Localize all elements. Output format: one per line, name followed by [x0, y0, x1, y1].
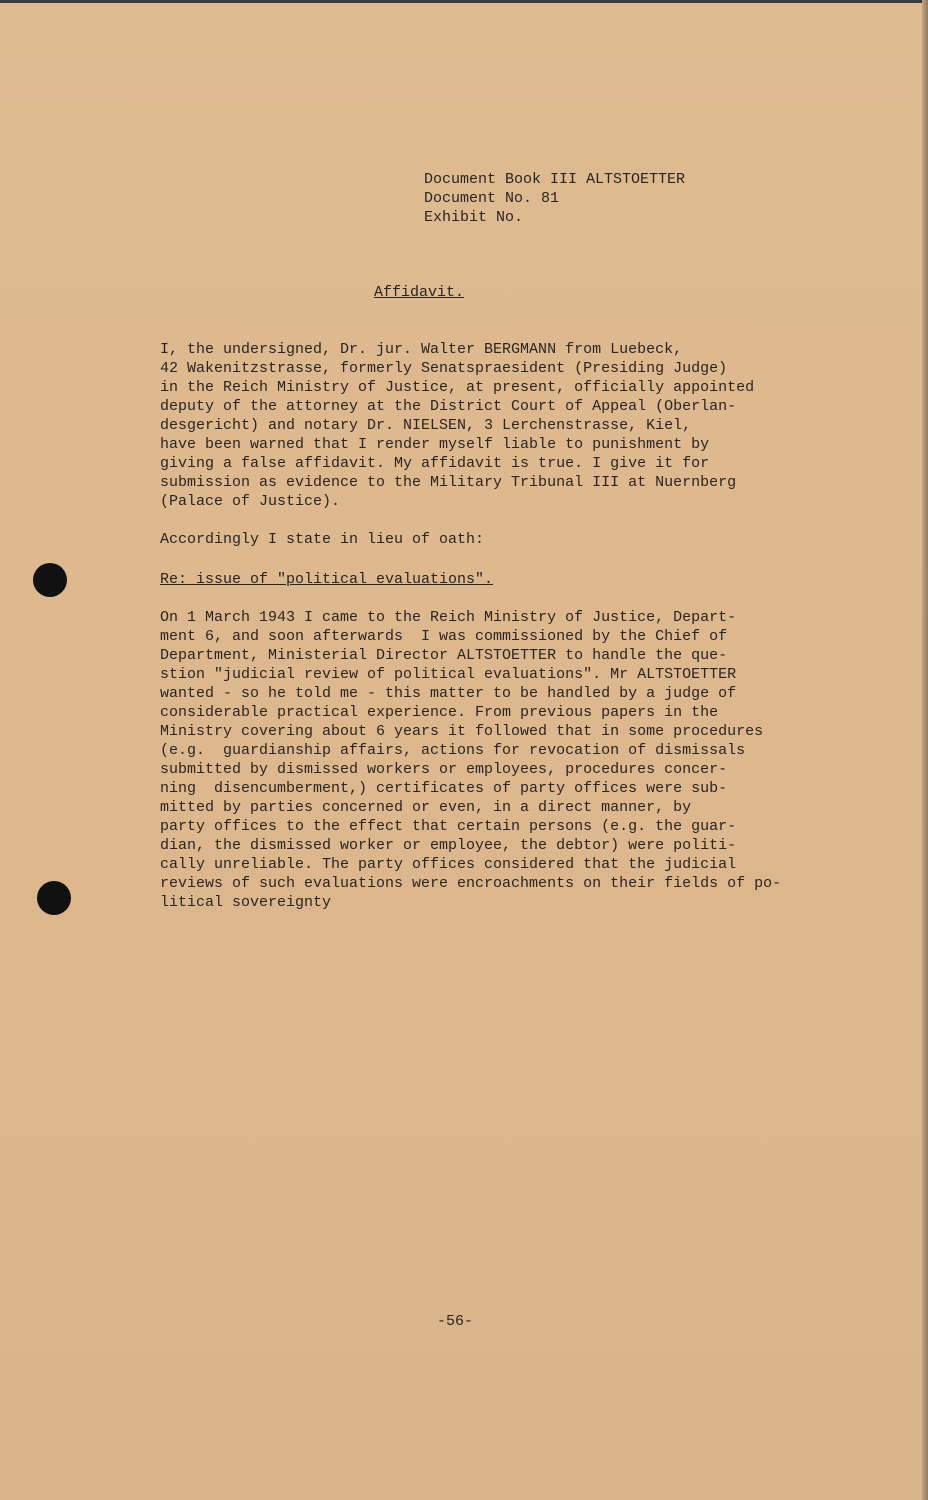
body-line: submitted by dismissed workers or employees, procedures concer-: [160, 761, 728, 778]
body-paragraph: [160, 608, 820, 912]
body-line: mitted by parties concerned or even, in a direct manner, by: [160, 799, 692, 816]
intro-line: have been warned that I render myself liable to punishment by: [160, 436, 710, 453]
punch-hole-bottom: [37, 881, 71, 915]
page-title: Affidavit.: [374, 284, 465, 301]
body-line: ning disencumberment,) certificates of party offices were sub-: [160, 780, 728, 797]
subject-line: Re: issue of "political evaluations".: [160, 571, 494, 588]
punch-hole-top: [33, 563, 67, 597]
intro-line: desgericht) and notary Dr. NIELSEN, 3 Lerchenstrasse, Kiel,: [160, 417, 692, 434]
intro-line: (Palace of Justice).: [160, 493, 341, 510]
body-line: litical sovereignty: [160, 894, 332, 911]
intro-line: submission as evidence to the Military Tribunal III at Nuernberg: [160, 474, 737, 491]
intro-line: deputy of the attorney at the District Court of Appeal (Oberlan-: [160, 398, 737, 415]
body-line: cally unreliable. The party offices considered that the judicial: [160, 856, 737, 873]
document-header: [424, 170, 685, 227]
page-top-edge: [0, 0, 928, 3]
header-book: Document Book III ALTSTOETTER: [424, 171, 686, 188]
intro-line: in the Reich Ministry of Justice, at present, officially appointed: [160, 379, 755, 396]
body-line: wanted - so he told me - this matter to be handled by a judge of: [160, 685, 737, 702]
body-line: On 1 March 1943 I came to the Reich Ministry of Justice, Depart-: [160, 609, 737, 626]
page-right-edge: [922, 0, 928, 1500]
body-line: dian, the dismissed worker or employee, the debtor) were politi-: [160, 837, 737, 854]
oath-statement: Accordingly I state in lieu of oath:: [160, 531, 485, 548]
body-line: party offices to the effect that certain persons (e.g. the guar-: [160, 818, 737, 835]
intro-line: I, the undersigned, Dr. jur. Walter BERGMANN from Luebeck,: [160, 341, 683, 358]
body-line: reviews of such evaluations were encroachments on their fields of po-: [160, 875, 782, 892]
header-document-number: Document No. 81: [424, 190, 560, 207]
body-line: Department, Ministerial Director ALTSTOETTER to handle the que-: [160, 647, 728, 664]
body-line: ment 6, and soon afterwards I was commissioned by the Chief of: [160, 628, 728, 645]
body-line: (e.g. guardianship affairs, actions for revocation of dismissals: [160, 742, 746, 759]
body-line: considerable practical experience. From previous papers in the: [160, 704, 719, 721]
intro-paragraph: [160, 340, 820, 511]
page-number: -56-: [437, 1313, 474, 1330]
body-line: Ministry covering about 6 years it followed that in some procedures: [160, 723, 764, 740]
intro-line: giving a false affidavit. My affidavit is true. I give it for: [160, 455, 710, 472]
intro-line: 42 Wakenitzstrasse, formerly Senatspraesident (Presiding Judge): [160, 360, 728, 377]
body-line: stion "judicial review of political evaluations". Mr ALTSTOETTER: [160, 666, 737, 683]
header-exhibit-number: Exhibit No.: [424, 209, 524, 226]
